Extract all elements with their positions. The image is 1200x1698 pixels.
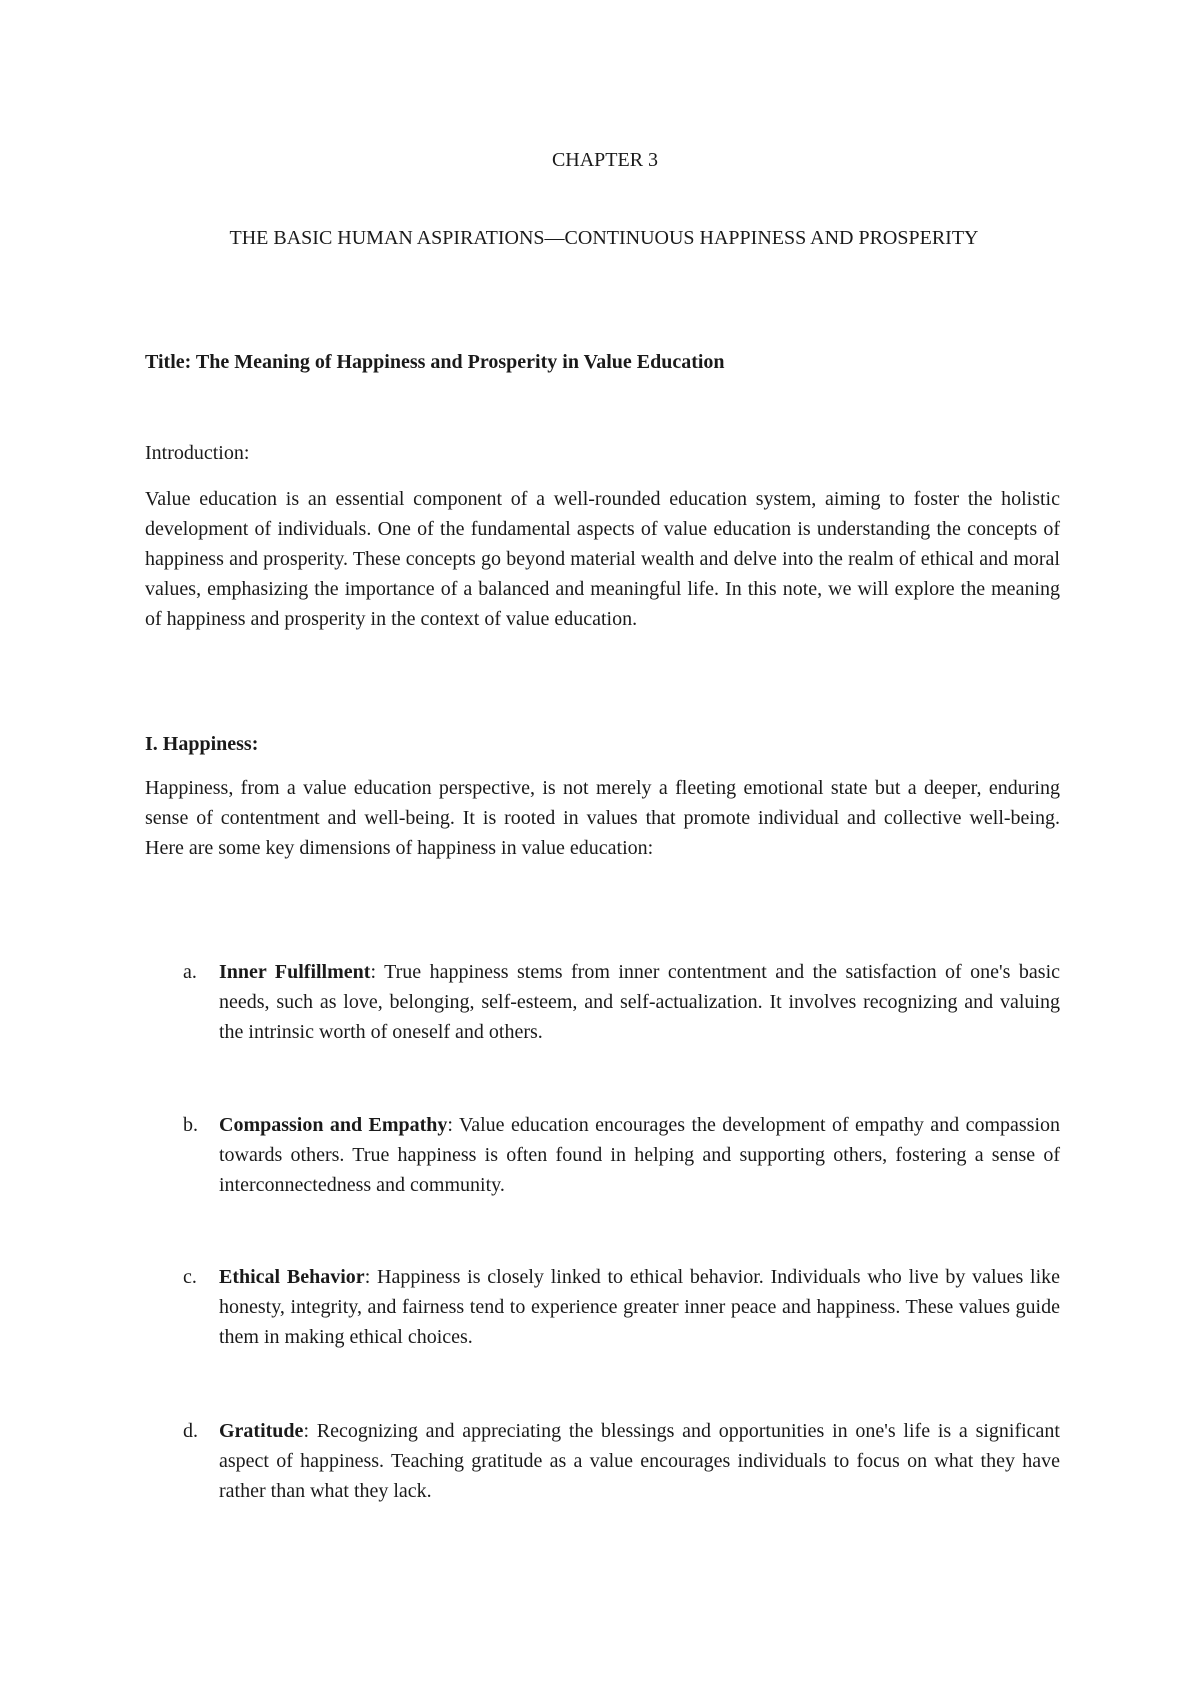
list-item-compassion-empathy [145, 1110, 1060, 1200]
list-item-text [219, 957, 1060, 1047]
list-item-inner-fulfillment [145, 957, 1060, 1047]
document-title: Title: The Meaning of Happiness and Prosperity in Value Education [145, 351, 725, 373]
list-item-text [219, 1110, 1060, 1200]
introduction-paragraph: Value education is an essential component of a well-rounded education system, aiming to foster the holistic development of individuals. One of the fundamental aspects of value education is understanding the concepts of happiness and prosperity. These concepts go beyond material wealth and delve into the realm of ethical and moral values, emphasizing the importance of a balanced and meaningful life. In this note, we will explore the meaning of happiness and prosperity in the context of value education. [145, 488, 1060, 630]
introduction-heading: Introduction: [145, 442, 250, 464]
list-marker: b. [183, 1114, 198, 1136]
list-item-gratitude [145, 1416, 1060, 1506]
list-item-description: : Value education encourages the development of empathy and compassion towards others. True happiness is often found in helping and supporting others, fostering a sense of interconnectedness and community. [219, 1114, 1061, 1196]
list-marker: a. [183, 961, 197, 983]
list-item-description: : Recognizing and appreciating the blessings and opportunities in one's life is a significant aspect of happiness. Teaching gratitude as a value encourages individuals to focus on what they have rather than what they lack. [219, 1420, 1060, 1502]
list-item-description: : Happiness is closely linked to ethical behavior. Individuals who live by values like honesty, integrity, and fairness tend to experience greater inner peace and happiness. These values guide them in making ethical choices. [219, 1266, 1061, 1348]
list-item-text [219, 1416, 1060, 1506]
list-item-term: Compassion and Empathy [219, 1114, 448, 1136]
chapter-title: THE BASIC HUMAN ASPIRATIONS—CONTINUOUS HAPPINESS AND PROSPERITY [229, 227, 979, 249]
chapter-label: CHAPTER 3 [551, 149, 659, 171]
list-item-ethical-behavior [145, 1262, 1060, 1352]
list-item-term: Ethical Behavior [219, 1266, 365, 1288]
list-marker: d. [183, 1420, 198, 1442]
list-item-text [219, 1262, 1060, 1352]
list-item-term: Gratitude [219, 1420, 304, 1442]
list-marker: c. [183, 1266, 197, 1288]
happiness-section-heading: I. Happiness: [145, 733, 259, 755]
list-item-description: : True happiness stems from inner contentment and the satisfaction of one's basic needs, such as love, belonging, self-esteem, and self-actualization. It involves recognizing and valuing the intrinsic worth of oneself and others. [219, 961, 1061, 1043]
list-item-term: Inner Fulfillment [219, 961, 371, 983]
happiness-paragraph: Happiness, from a value education perspective, is not merely a fleeting emotional state but a deeper, enduring sense of contentment and well-being. It is rooted in values that promote individual and collective well-being. Here are some key dimensions of happiness in value education: [145, 777, 1060, 859]
